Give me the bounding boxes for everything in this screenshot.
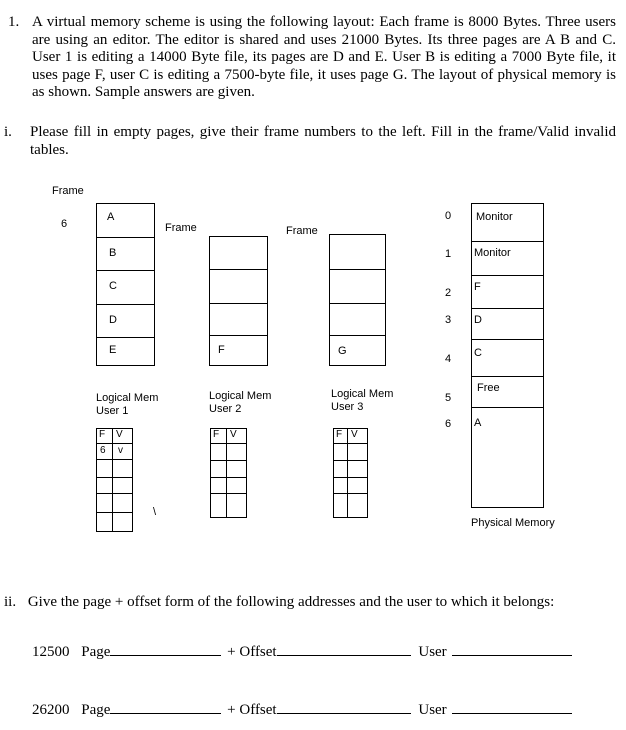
pm-frame-number: 6	[445, 418, 452, 430]
user1-page-cell[interactable]	[97, 304, 154, 337]
pm-cell-label: Monitor	[474, 247, 511, 259]
pm-cell-label: C	[474, 347, 482, 359]
user-label: User	[418, 702, 447, 718]
pm-frame-number: 2	[445, 287, 452, 299]
page-label: Page	[81, 644, 111, 660]
address-value: 12500	[32, 644, 70, 660]
pm-cell-label: Monitor	[476, 211, 513, 223]
user1-logical-memory	[96, 203, 155, 366]
user1-page-table	[96, 428, 133, 532]
pm-frame-number: 1	[445, 248, 452, 260]
user2-page-cell[interactable]	[210, 303, 267, 335]
question-number: 1.	[8, 14, 20, 30]
user1-page-cell[interactable]	[97, 337, 154, 366]
page-answer-blank[interactable]	[110, 641, 221, 656]
part-i-number: i.	[4, 124, 12, 140]
user1-table-frame-value: 6	[100, 445, 106, 456]
user3-caption-line1: Logical Mem	[331, 388, 394, 400]
frame-label-user1: Frame	[52, 185, 84, 197]
offset-answer-blank[interactable]	[277, 699, 411, 714]
user1-page-cell[interactable]	[97, 270, 154, 304]
pm-cell[interactable]	[472, 339, 543, 376]
user1-page-cell[interactable]	[97, 203, 154, 237]
offset-label: + Offset	[227, 644, 277, 660]
pm-cell[interactable]	[472, 407, 543, 508]
address-row	[32, 641, 572, 661]
pm-cell[interactable]	[472, 275, 543, 308]
pm-frame-number: 3	[445, 314, 452, 326]
user3-caption-line2: User 3	[331, 401, 364, 413]
page-answer-blank[interactable]	[110, 699, 221, 714]
user3-logical-memory	[329, 234, 386, 366]
user1-caption-line2: User 1	[96, 405, 129, 417]
part-ii-number: ii.	[4, 594, 17, 610]
address-value: 26200	[32, 702, 70, 718]
user-answer-blank[interactable]	[452, 641, 572, 656]
stray-mark: \	[153, 506, 157, 518]
user2-page-cell[interactable]	[210, 335, 267, 366]
user1-page-cell[interactable]	[97, 237, 154, 270]
user2-page-table	[210, 428, 247, 518]
page-label: Page	[81, 702, 111, 718]
part-ii	[4, 594, 616, 611]
pm-frame-number: 5	[445, 392, 452, 404]
user1-table-header-valid: V	[116, 429, 123, 440]
user1-page-label: D	[109, 314, 117, 326]
user3-page-cell[interactable]	[330, 234, 385, 269]
user1-frame-number: 6	[61, 218, 68, 230]
user1-caption-line1: Logical Mem	[96, 392, 159, 404]
user1-table-valid-value: v	[118, 445, 123, 456]
address-row	[32, 699, 572, 719]
physical-memory-caption: Physical Memory	[471, 517, 555, 529]
pm-cell-label: Free	[477, 382, 500, 394]
user2-page-cell[interactable]	[210, 269, 267, 303]
pm-cell[interactable]	[472, 308, 543, 339]
user2-page-label: F	[218, 344, 225, 356]
user1-page-label: A	[107, 211, 115, 223]
physical-memory	[471, 203, 544, 508]
user2-caption-line2: User 2	[209, 403, 242, 415]
user3-page-cell[interactable]	[330, 335, 385, 366]
user3-page-cell[interactable]	[330, 303, 385, 335]
user3-table-header-frame: F	[336, 429, 343, 440]
question-text: A virtual memory scheme is using the following layout: Each frame is 8000 Bytes. Three users are using an editor. The editor is shared and uses 21000 Bytes. Its three pages are A B and C. User 1 is editing a 14000 Byte file, its pages are D and E. User B is editing a 7000 Byte file, it uses page F, user C is editing a 7500-byte file, it uses page G. The layout of physical memory is as shown. Sample answers are given.	[32, 14, 616, 100]
user2-caption-line1: Logical Mem	[209, 390, 272, 402]
part-i-text: Please fill in empty pages, give their frame numbers to the left. Fill in the frame/Valid invalid tables.	[30, 124, 616, 158]
pm-cell	[472, 241, 543, 275]
pm-frame-number: 4	[445, 353, 452, 365]
pm-cell	[472, 203, 543, 241]
user3-page-table	[333, 428, 368, 518]
user1-page-label: E	[109, 344, 117, 356]
pm-cell-label: A	[474, 417, 482, 429]
user2-table-header-valid: V	[230, 429, 237, 440]
offset-label: + Offset	[227, 702, 277, 718]
part-ii-text: Give the page + offset form of the following addresses and the user to which it belongs:	[27, 594, 555, 610]
user1-page-label: B	[109, 247, 117, 259]
user-label: User	[418, 644, 447, 660]
user2-page-cell[interactable]	[210, 236, 267, 269]
frame-label-user2: Frame	[165, 222, 197, 234]
pm-cell[interactable]	[472, 376, 543, 407]
user3-table-header-valid: V	[351, 429, 358, 440]
user1-table-header-frame: F	[99, 429, 106, 440]
pm-cell-label: F	[474, 281, 481, 293]
user3-page-cell[interactable]	[330, 269, 385, 303]
frame-label-user3: Frame	[286, 225, 318, 237]
user2-table-header-frame: F	[213, 429, 220, 440]
user1-page-label: C	[109, 280, 117, 292]
pm-frame-number: 0	[445, 210, 452, 222]
offset-answer-blank[interactable]	[277, 641, 411, 656]
user-answer-blank[interactable]	[452, 699, 572, 714]
user2-logical-memory	[209, 236, 268, 366]
pm-cell-label: D	[474, 314, 482, 326]
user3-page-label: G	[338, 345, 347, 357]
